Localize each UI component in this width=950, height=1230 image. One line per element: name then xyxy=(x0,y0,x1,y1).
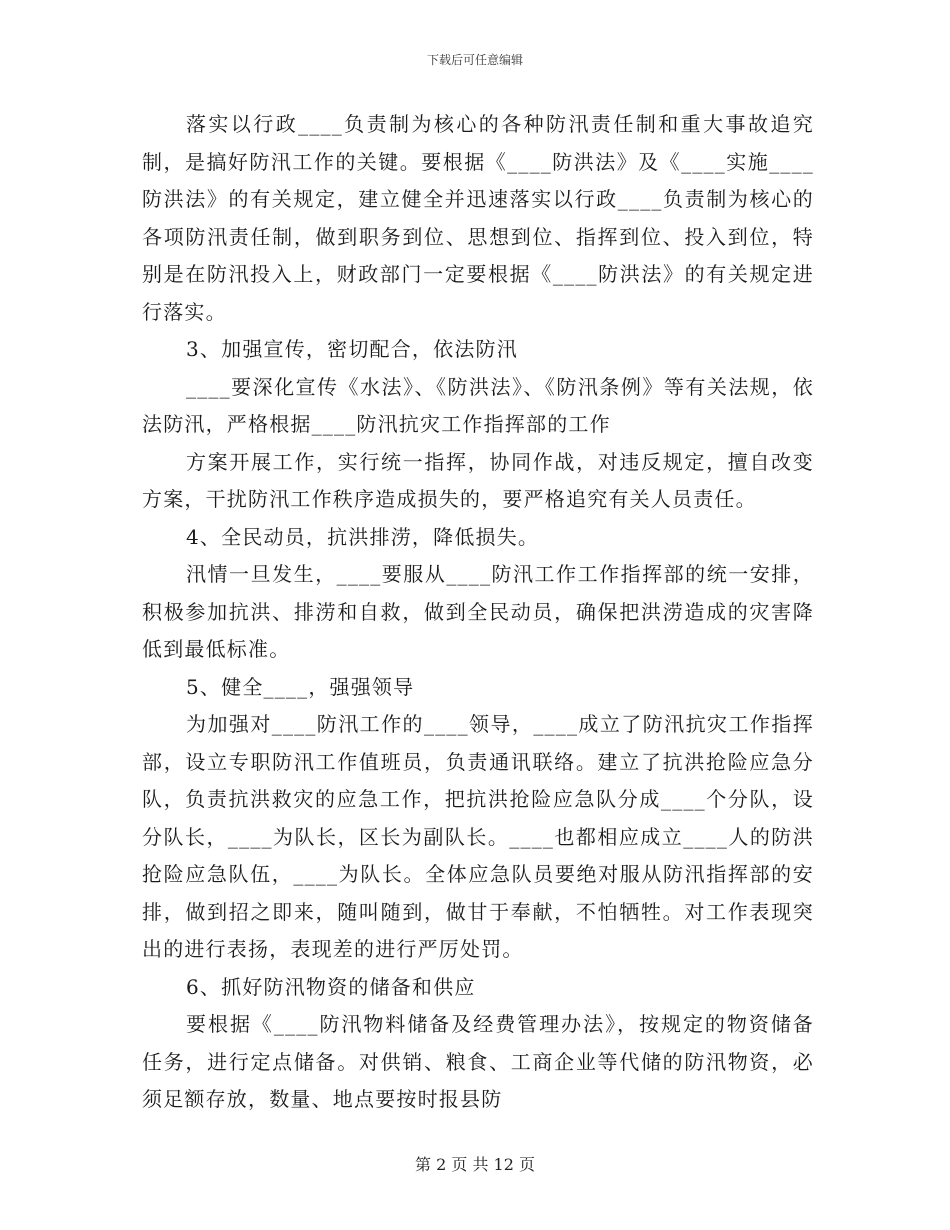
paragraph-leadership: 为加强对____防汛工作的____领导，____成立了防汛抗灾工作指挥部，设立专职防汛工作值班员，负责通讯联络。建立了抗洪抢险应急分队，负责抗洪救灾的应急工作，把抗洪抢险应急队分成____个分队，设分队长，____为队长，区长为副队长。____也都相应成立____人的防洪抢险应急队伍，____为队长。全体应急队员要绝对服从防汛指挥部的安排，做到招之即来，随叫随到，做甘于奉献，不怕牺牲。对工作表现突出的进行表扬，表现差的进行严厉处罚。 xyxy=(142,712,814,961)
paragraph-supplies: 要根据《____防汛物料储备及经费管理办法》，按规定的物资储备任务，进行定点储备。对供销、粮食、工商企业等代储的防汛物资，必须足额存放，数量、地点要按时报县防 xyxy=(142,1012,814,1111)
section-heading-6: 6、抓好防汛物资的储备和供应 xyxy=(186,974,476,999)
paragraph-publicity: ____要深化宣传《水法》、《防洪法》、《防汛条例》等有关法规，依法防汛，严格根据____防汛抗灾工作指挥部的工作 xyxy=(142,374,814,436)
section-heading-4: 4、全民动员，抗洪排涝，降低损失。 xyxy=(186,524,540,549)
section-heading-3: 3、加强宣传，密切配合，依法防汛 xyxy=(186,337,518,361)
page-number: 第 2 页 共 12 页 xyxy=(415,1155,535,1174)
paragraph-mobilization: 汛情一旦发生，____要服从____防汛工作工作指挥部的统一安排，积极参加抗洪、排涝和自救，做到全民动员，确保把洪涝造成的灾害降低到最低标准。 xyxy=(142,562,814,661)
document-body xyxy=(142,106,814,1119)
paragraph-responsibility: 落实以行政____负责制为核心的各种防汛责任制和重大事故追究制，是搞好防汛工作的关键。要根据《____防洪法》及《____实施____防洪法》的有关规定，建立健全并迅速落实以行政____负责制为核心的各项防汛责任制，做到职务到位、思想到位、指挥到位、投入到位，特别是在防汛投入上，财政部门一定要根据《____防洪法》的有关规定进行落实。 xyxy=(142,112,814,324)
paragraph-plan: 方案开展工作，实行统一指挥，协同作战，对违反规定，擅自改变方案，干扰防汛工作秩序造成损失的，要严格追究有关人员责任。 xyxy=(142,449,814,511)
section-heading-5: 5、健全____，强强领导 xyxy=(186,674,415,699)
page-header: 下载后可任意编辑 xyxy=(426,53,523,67)
